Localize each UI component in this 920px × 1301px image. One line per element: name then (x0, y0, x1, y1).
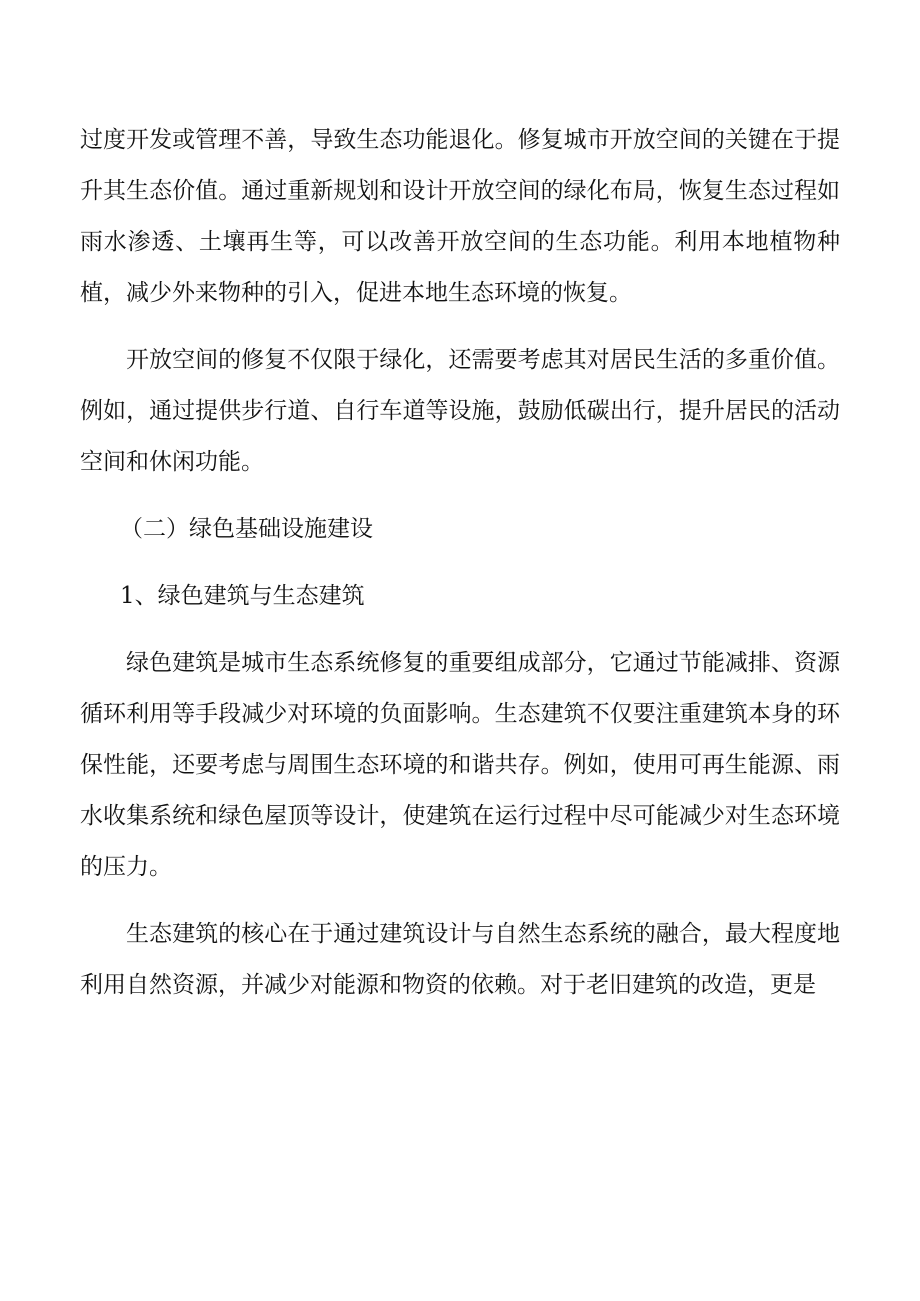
paragraph-eco-building-core: 生态建筑的核心在于通过建筑设计与自然生态系统的融合，最大程度地利用自然资源，并减少对能源和物资的依赖。对于老旧建筑的改造，更是 (80, 921, 840, 998)
paragraph-green-building-role: 绿色建筑是城市生态系统修复的重要组成部分，它通过节能减排、资源循环利用等手段减少对环境的负面影响。生态建筑不仅要注重建筑本身的环保性能，还要考虑与周围生态环境的和谐共存。例如，使用可再生能源、雨水收集系统和绿色屋顶等设计，使建筑在运行过程中尽可能减少对生态环境的压力。 (80, 650, 840, 880)
subsection-heading-green-buildings: 1、绿色建筑与生态建筑 (120, 583, 365, 609)
document-body (80, 115, 840, 1027)
paragraph-open-space-ecology: 过度开发或管理不善，导致生态功能退化。修复城市开放空间的关键在于提升其生态价值。通过重新规划和设计开放空间的绿化布局，恢复生态过程如雨水渗透、土壤再生等，可以改善开放空间的生态功能。利用本地植物种植，减少外来物种的引入，促进本地生态环境的恢复。 (80, 127, 840, 306)
paragraph-open-space-resident-value: 开放空间的修复不仅限于绿化，还需要考虑其对居民生活的多重价值。例如，通过提供步行道、自行车道等设施，鼓励低碳出行，提升居民的活动空间和休闲功能。 (80, 347, 840, 475)
section-heading-green-infrastructure: （二）绿色基础设施建设 (120, 516, 373, 542)
